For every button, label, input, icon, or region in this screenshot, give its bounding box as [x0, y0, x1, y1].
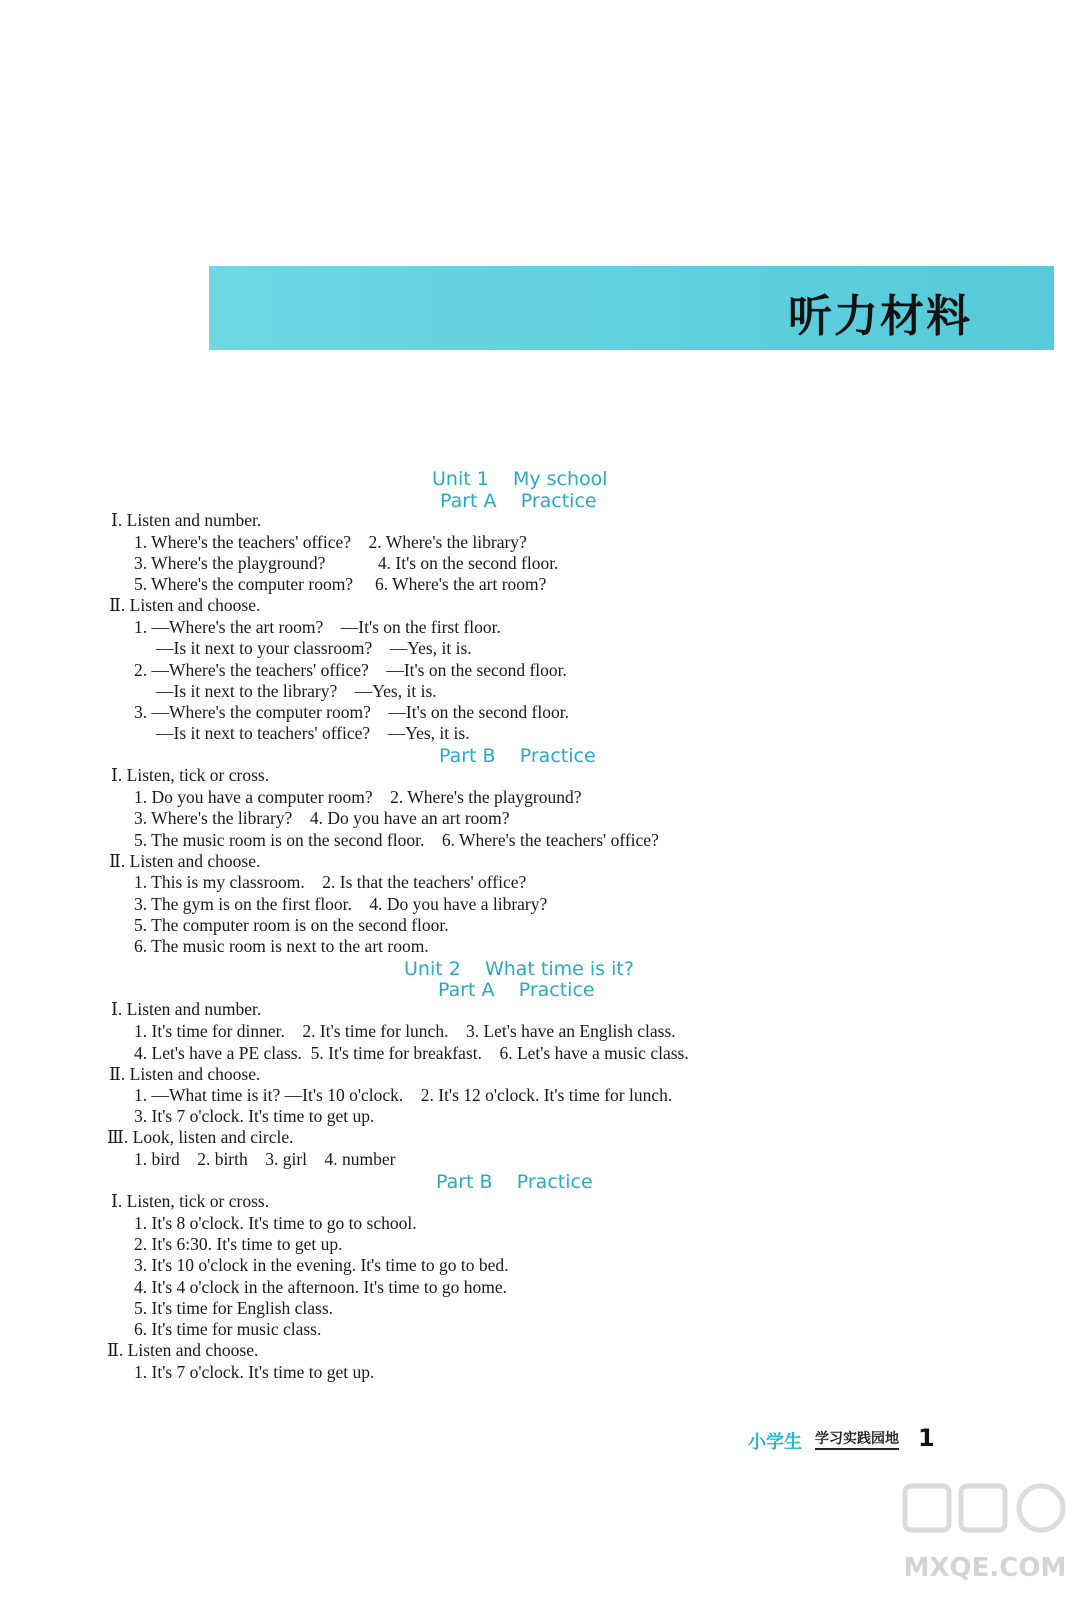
text-line: 6. The music room is next to the art room.	[134, 936, 429, 956]
text-line: 4. Let's have a PE class. 5. It's time for breakfast. 6. Let's have a music class.	[134, 1043, 689, 1063]
text-line: Ⅱ. Listen and choose.	[109, 851, 261, 871]
text-line: 2. It's 6:30. It's time to get up.	[134, 1234, 343, 1254]
text-line: 1. It's 7 o'clock. It's time to get up.	[134, 1362, 375, 1382]
section-banner	[209, 266, 1054, 350]
section-heading: Part A Practice	[440, 490, 597, 512]
text-line: 1. This is my classroom. 2. Is that the teachers' office?	[134, 872, 527, 892]
text-line: Ⅱ. Listen and choose.	[109, 1064, 261, 1084]
footer-subtitle: 学习实践园地	[815, 1430, 899, 1450]
text-line: Ⅰ. Listen, tick or cross.	[111, 1191, 270, 1211]
page-number: 1	[918, 1424, 935, 1452]
text-line: 3. Where's the playground? 4. It's on the second floor.	[134, 553, 559, 573]
text-line: 3. —Where's the computer room? —It's on the second floor.	[134, 702, 569, 722]
watermark-text: MXQE.COM	[903, 1553, 1067, 1583]
text-line: 2. —Where's the teachers' office? —It's on the second floor.	[134, 660, 567, 680]
text-line: 6. It's time for music class.	[134, 1319, 322, 1339]
text-line: 1. It's 8 o'clock. It's time to go to school.	[134, 1213, 417, 1233]
section-heading: Part B Practice	[439, 745, 596, 767]
text-line: Ⅰ. Listen and number.	[111, 999, 262, 1019]
section-heading: Unit 1 My school	[432, 468, 608, 490]
text-line: 3. It's 7 o'clock. It's time to get up.	[134, 1106, 375, 1126]
text-line: —Is it next to teachers' office? —Yes, it is.	[156, 723, 470, 743]
section-heading: Unit 2 What time is it?	[404, 958, 634, 980]
text-line: 1. —Where's the art room? —It's on the first floor.	[134, 617, 501, 637]
text-line: 4. It's 4 o'clock in the afternoon. It's time to go home.	[134, 1277, 507, 1297]
text-line: Ⅲ. Look, listen and circle.	[107, 1127, 294, 1147]
text-line: Ⅱ. Listen and choose.	[107, 1340, 259, 1360]
text-line: 1. Where's the teachers' office? 2. Where's the library?	[134, 532, 527, 552]
text-line: —Is it next to the library? —Yes, it is.	[156, 681, 437, 701]
text-line: 5. It's time for English class.	[134, 1298, 334, 1318]
watermark-logo	[895, 1478, 1075, 1588]
section-heading: Part A Practice	[438, 979, 595, 1001]
text-line: 3. Where's the library? 4. Do you have an art room?	[134, 808, 510, 828]
text-line: 1. bird 2. birth 3. girl 4. number	[134, 1149, 396, 1169]
text-line: Ⅱ. Listen and choose.	[109, 595, 261, 615]
text-line: 5. Where's the computer room? 6. Where's the art room?	[134, 574, 547, 594]
banner-title: 听力材料	[788, 291, 972, 342]
text-line: 5. The music room is on the second floor. 6. Where's the teachers' office?	[134, 830, 659, 850]
footer-brand: 小学生	[748, 1432, 802, 1453]
section-heading: Part B Practice	[436, 1171, 593, 1193]
text-line: 5. The computer room is on the second floor.	[134, 915, 449, 935]
text-line: 1. Do you have a computer room? 2. Where's the playground?	[134, 787, 582, 807]
text-line: —Is it next to your classroom? —Yes, it is.	[156, 638, 472, 658]
text-line: 1. —What time is it? —It's 10 o'clock. 2. It's 12 o'clock. It's time for lunch.	[134, 1085, 673, 1105]
text-line: Ⅰ. Listen and number.	[111, 510, 262, 530]
text-line: 1. It's time for dinner. 2. It's time for lunch. 3. Let's have an English class.	[134, 1021, 676, 1041]
text-line: 3. The gym is on the first floor. 4. Do you have a library?	[134, 894, 548, 914]
text-line: 3. It's 10 o'clock in the evening. It's time to go to bed.	[134, 1255, 509, 1275]
text-line: Ⅰ. Listen, tick or cross.	[111, 765, 270, 785]
